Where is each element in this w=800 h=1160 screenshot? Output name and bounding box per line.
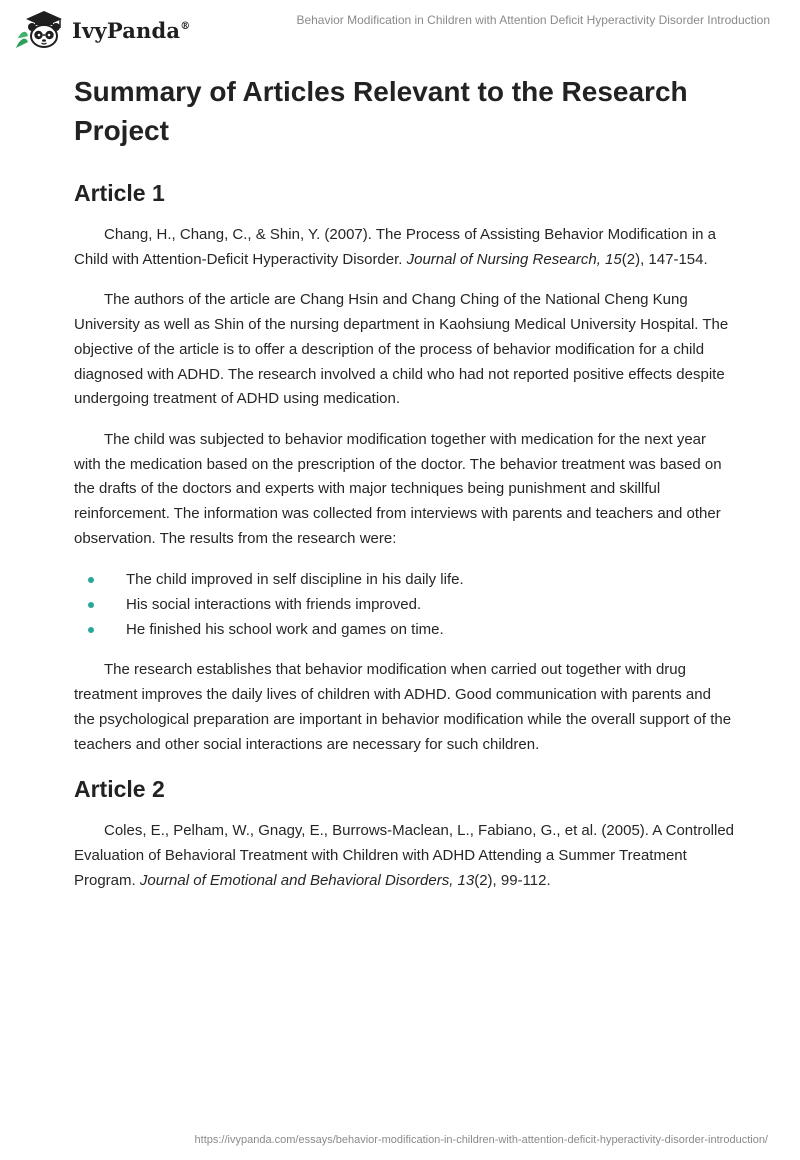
bullet-icon — [88, 602, 94, 608]
results-list — [74, 567, 734, 642]
article-1-conclusion: The research establishes that behavior modification when carried out together with drug treatment improves the daily lives of children with ADHD. Good communication with parents and the psychological preparation are important in behavior modification while the overall support of the teachers and other social interactions are necessary for such children. — [74, 661, 732, 753]
list-item: His social interactions with friends improved. — [74, 592, 734, 617]
logo-text: IvyPanda® — [72, 17, 191, 43]
source-url[interactable]: https://ivypanda.com/essays/behavior-modification-in-children-with-attention-deficit-hyperactivity-disorder-introduction/ — [194, 1134, 768, 1146]
article-1-paragraph: The authors of the article are Chang Hsin and Chang Ching of the National Cheng Kung University as well as Shin of the nursing department in Kaohsiung Medical University Hospital. The objective of the article is to offer a description of the process of behavior modification for a child diagnosed with ADHD. The research involved a child who had not reported positive effects despite undergoing treatment of ADHD using medication. — [74, 291, 729, 408]
article-2-citation: Coles, E., Pelham, W., Gnagy, E., Burrows-Maclean, L., Fabiano, G., et al. (2005). A Controlled Evaluation of Behavioral Treatment with Children with ADHD Attending a Summer Treatment Program. Journal of Emotional and Behavioral Disorders, 13(2), 99-112. — [74, 822, 735, 889]
page-header — [0, 0, 800, 60]
article-2-heading: Article 2 — [74, 776, 165, 803]
ivypanda-logo[interactable] — [14, 8, 190, 52]
bullet-icon — [88, 577, 94, 583]
page-title: Summary of Articles Relevant to the Research Project — [74, 76, 688, 146]
list-item: He finished his school work and games on time. — [74, 617, 734, 642]
panda-graduate-icon — [14, 8, 68, 52]
document-title: Behavior Modification in Children with Attention Deficit Hyperactivity Disorder Introduction — [296, 13, 770, 27]
list-item: The child improved in self discipline in his daily life. — [74, 567, 734, 592]
article-1-paragraph: The child was subjected to behavior modification together with medication for the next year with the medication based on the prescription of the doctor. The behavior treatment was based on the drafts of the doctors and experts with major techniques being punishment and skillful reinforcement. The information was collected from interviews with parents and teachers and other observation. The results from the research were: — [74, 430, 722, 547]
article-content — [74, 72, 734, 909]
article-1-heading: Article 1 — [74, 180, 165, 206]
bullet-icon — [88, 627, 94, 633]
article-1-citation: Chang, H., Chang, C., & Shin, Y. (2007). The Process of Assisting Behavior Modification in a Child with Attention-Deficit Hyperactivity Disorder. Journal of Nursing Research, 15(2), 147-154. — [74, 226, 716, 268]
